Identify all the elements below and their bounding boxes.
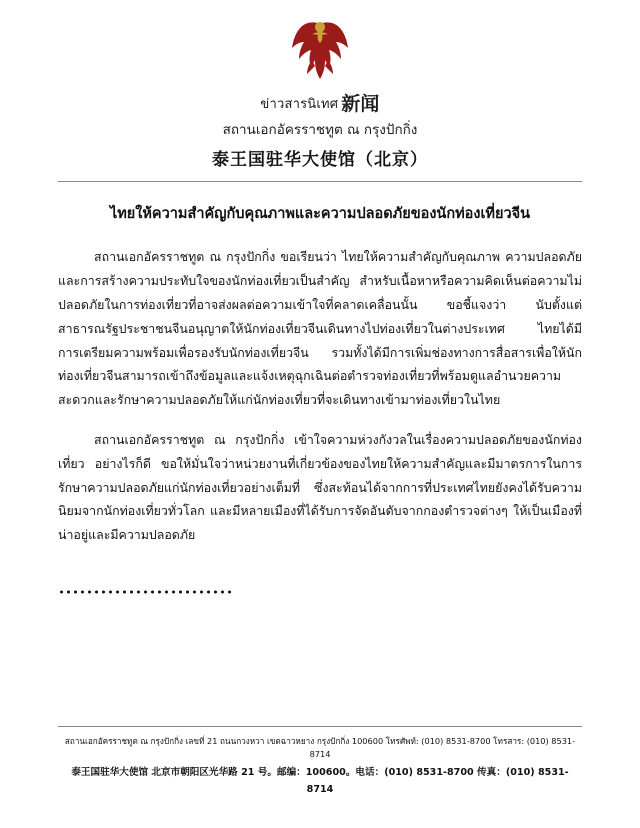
paragraph: สถานเอกอัครราชทูต ณ กรุงปักกิ่ง ขอเรียนว่า ไทยให้ความสำคัญกับคุณภาพ ความปลอดภัย และการสร้างความประทับใจของนักท่องเที่ยวเป็นสำคัญ สำหรับเนื้อหาหรือความคิดเห็นต่อความไม่ปลอดภัยในการท่องเที่ยวที่อาจส่งผลต่อความเข้าใจที่คลาดเคลื่อนนั้น ขอชี้แจงว่า นับตั้งแต่สาธารณรัฐประชาชนจีนอนุญาตให้นักท่องเที่ยวจีนเดินทางไปท่องเที่ยวในต่างประเทศ ไทยได้มีการเตรียมความพร้อมเพื่อรองรับนักท่องเที่ยวจีน รวมทั้งได้มีการเพิ่มช่องทางการสื่อสารเพื่อให้นักท่องเที่ยวจีนสามารถเข้าถึงข้อมูลและแจ้งเหตุฉุกเฉินต่อตำรวจท่องเที่ยวที่พร้อมดูแลอำนวยความสะดวกและรักษาความปลอดภัยให้แก่นักท่องเที่ยวที่จะเดินทางเข้ามาท่องเที่ยวในไทย bbox=[58, 249, 582, 408]
footer-address-thai: สถานเอกอัครราชทูต ณ กรุงปักกิ่ง เลขที่ 21 ถนนกวงหวา เขตฉาวหยาง กรุงปักกิ่ง 100600 โทรศัพท์: (010) 8531-8700 โทรสาร: (010) 8531-8714 bbox=[64, 735, 576, 760]
document-footer bbox=[58, 726, 582, 798]
letterhead-thai-news: ข่าวสารนิเทศ bbox=[260, 97, 339, 112]
garuda-emblem-icon bbox=[288, 16, 352, 86]
letterhead-embassy-thai: สถานเอกอัครราชทูต ณ กรุงปักกิ่ง bbox=[222, 121, 418, 138]
footer-address-chinese: 泰王国驻华大使馆 北京市朝阳区光华路 21 号。邮编：100600。电话：(010) 8531-8700 传真：(010) 8531-8714 bbox=[71, 767, 569, 795]
document-body bbox=[58, 245, 582, 547]
dotted-separator bbox=[58, 589, 234, 595]
emblem-container bbox=[58, 0, 582, 86]
page-title: ไทยให้ความสำคัญกับคุณภาพและความปลอดภัยของนักท่องเที่ยวจีน bbox=[109, 205, 531, 222]
letterhead bbox=[58, 92, 582, 170]
letterhead-chinese-news: 新闻 bbox=[341, 93, 380, 115]
letterhead-line-news bbox=[58, 92, 582, 118]
paragraph: สถานเอกอัครราชทูต ณ กรุงปักกิ่ง เข้าใจความห่วงกังวลในเรื่องความปลอดภัยของนักท่องเที่ยว อย่างไรก็ดี ขอให้มั่นใจว่าหน่วยงานที่เกี่ยวข้องของไทยให้ความสำคัญและมีมาตรการในการรักษาความปลอดภัยแก่นักท่องเที่ยวอย่างเต็มที่ ซึ่งสะท้อนได้จากการที่ประเทศไทยยังคงได้รับความนิยมจากนักท่องเที่ยวทั่วโลก และมีหลายเมืองที่ได้รับการจัดอันดับจากกองตำรวจต่างๆ ให้เป็นเมืองที่น่าอยู่และมีความปลอดภัย bbox=[58, 431, 582, 543]
footer-divider bbox=[58, 726, 582, 727]
letterhead-embassy-chinese: 泰王国驻华大使馆（北京） bbox=[212, 149, 428, 170]
header-divider bbox=[58, 181, 582, 182]
